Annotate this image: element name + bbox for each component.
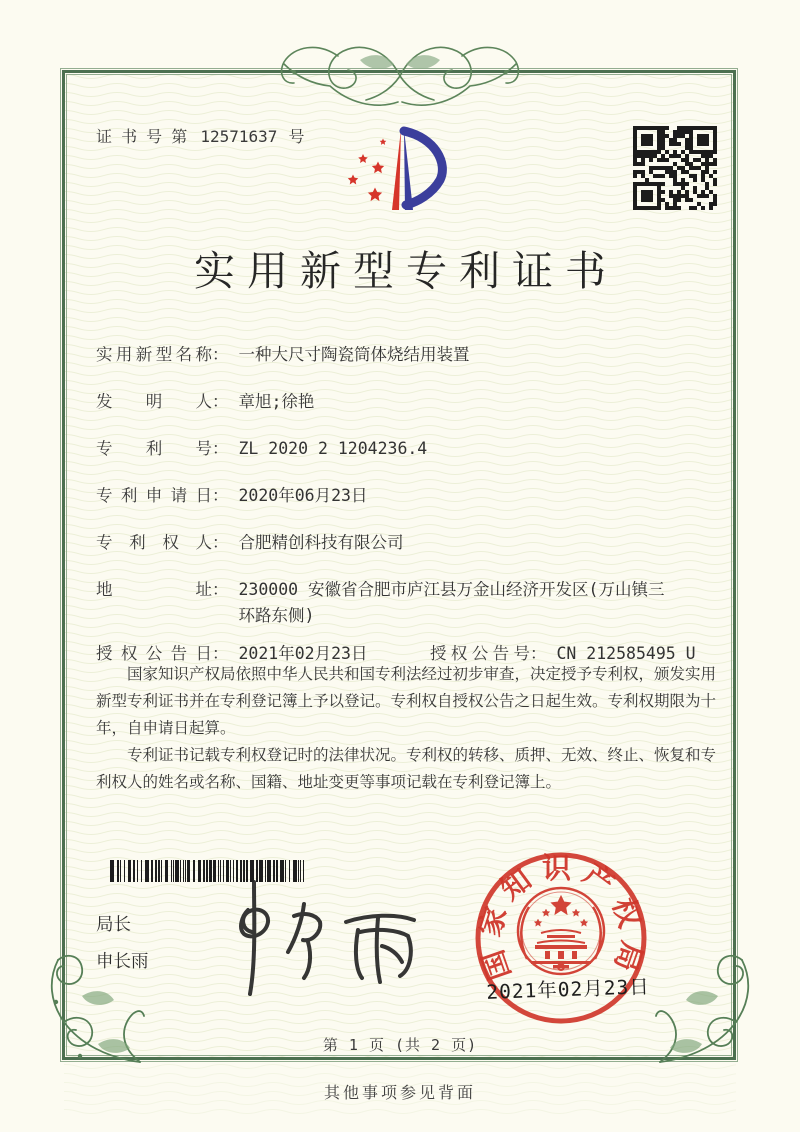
national-emblem-icon — [518, 888, 604, 974]
seal-ring-text: 国家知识产权局 — [472, 850, 650, 985]
field-label: 专利申请日 — [96, 486, 212, 505]
certificate-number — [96, 124, 307, 147]
field-row-name: 实用新型名称 ： 一种大尺寸陶瓷筒体烧结用装置 — [96, 342, 700, 368]
signer-name: 申长雨 — [96, 951, 149, 971]
seal-date: 2021年02月23日 — [485, 975, 651, 1004]
field-value: 合肥精创科技有限公司 — [238, 533, 404, 552]
certificate-number-value: 12571637 — [200, 127, 278, 146]
field-row-grant: 授权公告日 ： 2021年02月23日 授权公告号 ： CN 212585495 U — [96, 641, 700, 667]
field-row-address: 地址 ： 230000 安徽省合肥市庐江县万金山经济开发区(万山镇三环路东侧) — [96, 577, 700, 629]
grant-number-group: 授权公告号 ： CN 212585495 U — [430, 641, 696, 667]
page-number: 第 1 页 (共 2 页) — [322, 1036, 478, 1054]
signer-title: 局长 — [96, 914, 131, 934]
field-row-filing-date: 专利申请日 ： 2020年06月23日 — [96, 483, 700, 509]
legal-paragraph-2: 专利证书记载专利权登记时的法律状况。专利权的转移、质押、无效、终止、恢复和专利权人的姓名或名称、国籍、地址变更等事项记载在专利登记簿上。 — [96, 746, 717, 791]
cnipa-logo-icon — [332, 114, 468, 226]
grant-number-value: CN 212585495 U — [556, 644, 696, 663]
field-label: 实用新型名称 — [96, 345, 212, 364]
legal-paragraph-1: 国家知识产权局依照中华人民共和国专利法经过初步审查，决定授予专利权，颁发实用新型专利证书并在专利登记簿上予以登记。专利权自授权公告之日起生效。专利权期限为十年，自申请日起算。 — [96, 665, 717, 737]
grant-number-label: 授权公告号 — [430, 644, 530, 663]
top-flourish-ornament — [268, 30, 532, 110]
handwritten-signature — [218, 876, 423, 998]
field-value: 230000 安徽省合肥市庐江县万金山经济开发区(万山镇三环路东侧) — [238, 580, 665, 625]
field-value: 2020年06月23日 — [238, 486, 368, 505]
grant-date-label: 授权公告日 — [96, 644, 212, 663]
field-label: 专利权人 — [96, 533, 212, 552]
field-label: 专利号 — [96, 439, 212, 458]
field-row-patentee: 专利权人 ： 合肥精创科技有限公司 — [96, 530, 700, 556]
field-label: 发明人 — [96, 392, 212, 411]
back-side-note: 其他事项参见背面 — [323, 1083, 476, 1102]
signer-block — [96, 906, 149, 980]
certificate-number-suffix: 号 — [288, 127, 307, 146]
field-value: ZL 2020 2 1204236.4 — [238, 439, 428, 458]
legal-text — [96, 661, 718, 796]
field-label: 地址 — [96, 580, 212, 599]
field-list — [96, 342, 700, 688]
field-value: 章旭;徐艳 — [238, 392, 315, 411]
grant-date-value: 2021年02月23日 — [238, 644, 368, 663]
qr-code-icon — [633, 126, 717, 210]
certificate-title: 实用新型专利证书 — [194, 247, 618, 295]
field-row-patent-number: 专利号 ： ZL 2020 2 1204236.4 — [96, 436, 700, 462]
field-row-inventor: 发明人 ： 章旭;徐艳 — [96, 389, 700, 415]
certificate-number-prefix: 证 书 号 第 — [96, 127, 190, 146]
field-value: 一种大尺寸陶瓷筒体烧结用装置 — [238, 345, 470, 364]
